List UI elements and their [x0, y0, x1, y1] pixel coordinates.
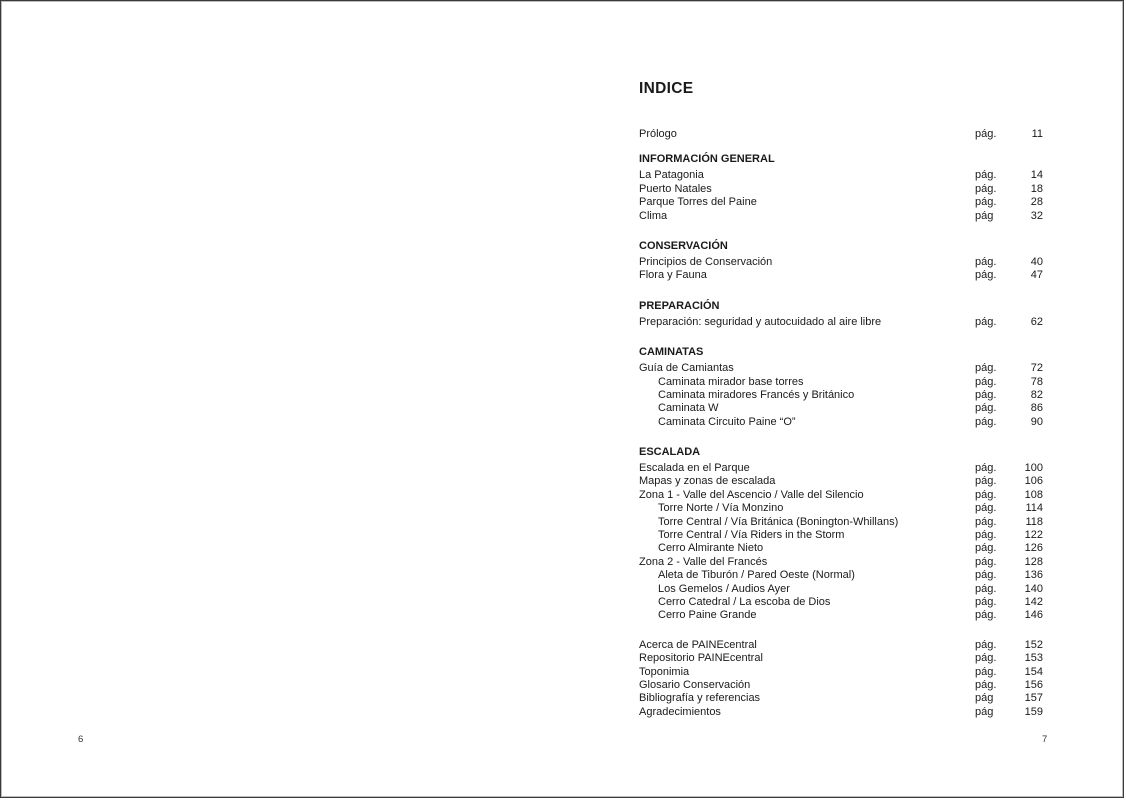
entry-page-number: 108	[1024, 488, 1043, 501]
entry-label: Prólogo	[639, 128, 677, 140]
entry-page-abbrev: pág.	[975, 415, 997, 428]
entry-page-number: 126	[1024, 542, 1043, 555]
entry-label: Cerro Almirante Nieto	[658, 542, 764, 555]
toc-entry[interactable]	[639, 416, 1059, 429]
entry-page-number: 18	[1030, 182, 1043, 195]
section-heading: PREPARACIÓN	[639, 299, 720, 312]
entry-page-number: 11	[1031, 128, 1043, 140]
entry-page-abbrev: pág.	[975, 362, 997, 375]
entry-page-number: 153	[1024, 652, 1043, 665]
toc-entry[interactable]	[639, 210, 1059, 223]
entry-page-abbrev: pág.	[975, 462, 997, 475]
entry-page-abbrev: pág.	[975, 569, 997, 582]
entry-label: Caminata Circuito Paine “O”	[658, 415, 796, 428]
entry-page-number: 114	[1025, 502, 1043, 515]
entry-page-abbrev: pág.	[975, 182, 997, 195]
table-of-contents	[639, 79, 1059, 735]
entry-page-number: 156	[1024, 678, 1043, 691]
toc-entry[interactable]	[639, 376, 1059, 389]
entry-page-number: 32	[1030, 209, 1043, 222]
entry-page-number: 106	[1024, 475, 1043, 488]
entry-label: Bibliografía y referencias	[639, 692, 761, 705]
entry-page-number: 78	[1030, 375, 1043, 388]
entry-page-number: 152	[1024, 638, 1043, 651]
left-page-number: 6	[78, 734, 84, 745]
toc-entry-prologue[interactable]	[639, 128, 1059, 141]
entry-page-number: 28	[1030, 196, 1043, 209]
entry-page-abbrev: pág	[975, 209, 994, 222]
entry-page-abbrev: pág.	[975, 475, 997, 488]
entry-label: Caminata W	[658, 402, 719, 415]
entry-label: Acerca de PAINEcentral	[639, 638, 757, 651]
entry-page-abbrev: pág.	[975, 255, 997, 268]
entry-label: Toponimia	[639, 665, 690, 678]
toc-title: INDICE	[639, 80, 694, 97]
toc-section-conservacion	[639, 239, 1059, 283]
toc-section-informacion-general	[639, 152, 1059, 223]
entry-label: Glosario Conservación	[639, 678, 751, 691]
entry-page-number: 82	[1030, 388, 1043, 401]
entry-label: Escalada en el Parque	[639, 462, 750, 475]
entry-label: Cerro Paine Grande	[658, 609, 757, 622]
entry-page-abbrev: pág	[975, 692, 994, 705]
toc-entry[interactable]	[639, 583, 1059, 596]
toc-entry[interactable]	[639, 542, 1059, 555]
entry-label: Zona 1 - Valle del Ascencio / Valle del Silencio	[639, 488, 864, 501]
entry-page-number: 159	[1024, 705, 1043, 718]
entry-page-number: 47	[1030, 269, 1043, 282]
entry-label: Clima	[639, 209, 668, 222]
entry-page-abbrev: pág.	[975, 269, 997, 282]
toc-entry[interactable]	[639, 609, 1059, 622]
entry-page-number: 14	[1030, 169, 1043, 182]
entry-page-abbrev: pág.	[975, 375, 997, 388]
entry-page-number: 122	[1024, 529, 1043, 542]
toc-entry[interactable]	[639, 556, 1059, 569]
toc-entry[interactable]	[639, 706, 1059, 719]
section-heading: INFORMACIÓN GENERAL	[639, 153, 775, 166]
entry-page-abbrev: pág.	[975, 595, 997, 608]
entry-page-abbrev: pág.	[975, 515, 997, 528]
entry-label: Torre Central / Vía Riders in the Storm	[658, 529, 845, 542]
entry-page-abbrev: pág.	[975, 542, 997, 555]
toc-entry[interactable]	[639, 183, 1059, 196]
toc-entry[interactable]	[639, 529, 1059, 542]
entry-page-abbrev: pág.	[975, 638, 997, 651]
entry-page-abbrev: pág.	[975, 678, 997, 691]
entry-page-abbrev: pág.	[975, 502, 997, 515]
entry-page-number: 154	[1024, 665, 1043, 678]
entry-label: Torre Central / Vía Británica (Bonington-Whillans)	[658, 515, 899, 528]
entry-label: Preparación: seguridad y autocuidado al aire libre	[639, 315, 882, 328]
toc-entry[interactable]	[639, 475, 1059, 488]
entry-page-number: 100	[1024, 462, 1043, 475]
entry-page-number: 157	[1024, 692, 1043, 705]
toc-entry[interactable]	[639, 679, 1059, 692]
toc-entry[interactable]	[639, 692, 1059, 705]
entry-page-number: 90	[1030, 415, 1043, 428]
entry-label: Flora y Fauna	[639, 269, 707, 282]
entry-label: Mapas y zonas de escalada	[639, 475, 776, 488]
entry-label: La Patagonia	[639, 169, 704, 182]
toc-entry[interactable]	[639, 389, 1059, 402]
section-heading: ESCALADA	[639, 446, 701, 459]
toc-section-caminatas	[639, 345, 1059, 429]
toc-entry[interactable]	[639, 666, 1059, 679]
entry-page-number: 86	[1030, 402, 1043, 415]
toc-entry[interactable]	[639, 362, 1059, 375]
entry-page-abbrev: pág.	[975, 196, 997, 209]
entry-page-abbrev: pág.	[975, 388, 997, 401]
entry-page-abbrev: pág.	[975, 488, 997, 501]
entry-label: Aleta de Tiburón / Pared Oeste (Normal)	[658, 569, 855, 582]
toc-entry[interactable]	[639, 596, 1059, 609]
toc-entry[interactable]	[639, 169, 1059, 182]
entry-page-abbrev: pág.	[975, 529, 997, 542]
entry-page-abbrev: pág.	[975, 315, 997, 328]
entry-label: Repositorio PAINEcentral	[639, 652, 763, 665]
entry-page-abbrev: pág.	[975, 609, 997, 622]
entry-label: Caminata mirador base torres	[658, 375, 804, 388]
entry-label: Cerro Catedral / La escoba de Dios	[658, 595, 831, 608]
entry-page-number: 62	[1030, 315, 1043, 328]
right-page	[563, 1, 1125, 799]
entry-page-number: 40	[1030, 255, 1043, 268]
toc-entry[interactable]	[639, 652, 1059, 665]
toc-entry[interactable]	[639, 269, 1059, 282]
toc-entry[interactable]	[639, 402, 1059, 415]
toc-entry[interactable]	[639, 516, 1059, 529]
toc-entry[interactable]	[639, 256, 1059, 269]
section-heading: CONSERVACIÓN	[639, 239, 728, 252]
entry-page-number: 118	[1025, 515, 1043, 528]
toc-entry[interactable]	[639, 489, 1059, 502]
toc-section-preparacion	[639, 299, 1059, 329]
entry-label: Los Gemelos / Audios Ayer	[658, 582, 790, 595]
left-page	[1, 1, 563, 799]
toc-entry[interactable]	[639, 462, 1059, 475]
entry-page-abbrev: pág	[975, 705, 994, 718]
entry-page-number: 128	[1024, 555, 1043, 568]
toc-entry[interactable]	[639, 196, 1059, 209]
entry-page-abbrev: pág.	[975, 169, 997, 182]
right-page-number: 7	[1042, 734, 1048, 745]
entry-page-number: 72	[1030, 362, 1043, 375]
entry-page-abbrev: pág.	[975, 402, 997, 415]
toc-section-escalada	[639, 445, 1059, 623]
entry-page-number: 136	[1024, 569, 1043, 582]
entry-label: Caminata miradores Francés y Británico	[658, 388, 855, 401]
entry-label: Puerto Natales	[639, 182, 712, 195]
entry-page-abbrev: pág.	[975, 665, 997, 678]
entry-page-abbrev: pág.	[975, 555, 997, 568]
entry-label: Torre Norte / Vía Monzino	[658, 502, 784, 515]
entry-label: Zona 2 - Valle del Francés	[639, 555, 768, 568]
entry-page-abbrev: pág.	[975, 128, 997, 140]
entry-page-number: 140	[1024, 582, 1043, 595]
entry-label: Agradecimientos	[639, 705, 721, 718]
toc-entry[interactable]	[639, 316, 1059, 329]
entry-label: Parque Torres del Paine	[639, 196, 757, 209]
section-heading: CAMINATAS	[639, 346, 704, 359]
toc-entry[interactable]	[639, 569, 1059, 582]
entry-page-number: 146	[1024, 609, 1043, 622]
toc-entry[interactable]	[639, 502, 1059, 515]
toc-section-appendices	[639, 639, 1059, 719]
entry-page-number: 142	[1024, 595, 1043, 608]
entry-label: Principios de Conservación	[639, 255, 773, 268]
entry-page-abbrev: pág.	[975, 582, 997, 595]
entry-label: Guía de Camiantas	[639, 362, 734, 375]
entry-page-abbrev: pág.	[975, 652, 997, 665]
toc-entry[interactable]	[639, 639, 1059, 652]
